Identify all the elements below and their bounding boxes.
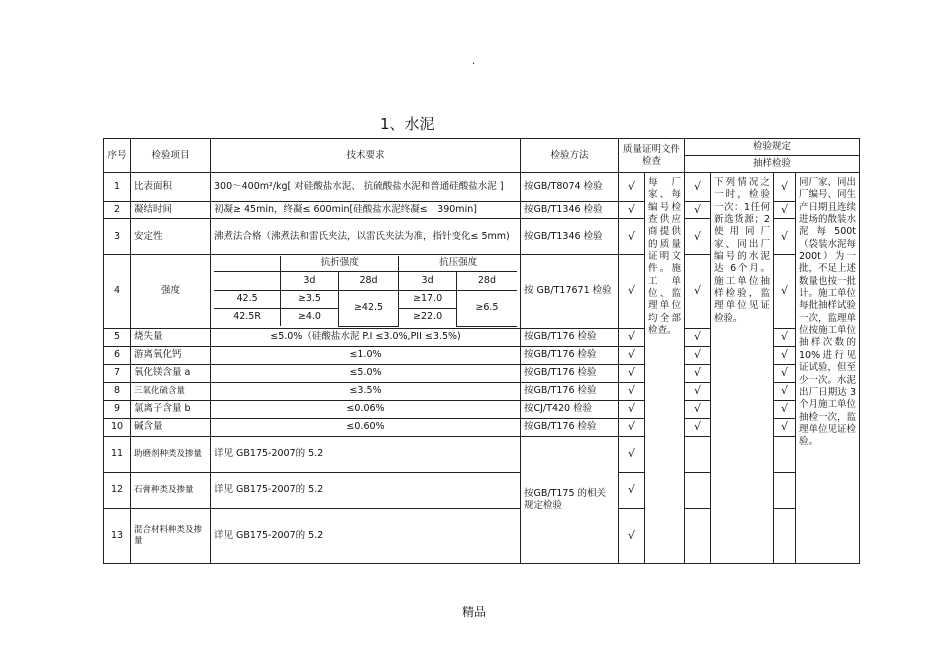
top-mark: .: [472, 56, 476, 67]
row-item: 氧化镁含量 a: [131, 364, 211, 382]
row-method: 按GB/T176 检验: [521, 382, 619, 400]
strength-subtable-cell: [211, 255, 521, 329]
header-no: 序号: [104, 139, 131, 173]
row-no: 6: [104, 346, 131, 364]
compressive-strength-label: 抗压强度: [399, 256, 517, 271]
sampling-check-mark: √: [685, 382, 711, 400]
rule-check-mark: √: [774, 382, 796, 400]
rule-check-mark: √: [774, 364, 796, 382]
row-method: 按GB/T176 检验: [521, 328, 619, 346]
row-no: 7: [104, 364, 131, 382]
row-item: 凝结时间: [131, 202, 211, 219]
row-item: 游离氧化钙: [131, 346, 211, 364]
row-method: 按CJ/T420 检验: [521, 400, 619, 418]
sampling-check-mark: √: [685, 346, 711, 364]
row-item: 混合材料种类及掺量: [131, 508, 211, 563]
row-no: 10: [104, 418, 131, 436]
header-method: 检验方法: [521, 139, 619, 173]
rule-check-mark: √: [774, 255, 796, 329]
quality-check-mark: √: [619, 436, 645, 472]
sampling-check-mark: √: [685, 202, 711, 219]
row-method: 按GB/T176 检验: [521, 418, 619, 436]
quality-check-mark: √: [619, 508, 645, 563]
row-no: 2: [104, 202, 131, 219]
quality-check-mark: √: [619, 328, 645, 346]
quality-check-mark: √: [619, 202, 645, 219]
sampling-check-mark: √: [685, 255, 711, 329]
row-tech: 300～400m²/kg[ 对硅酸盐水泥、 抗硫酸盐水泥和普通硅酸盐水泥 ]: [211, 173, 521, 202]
row-tech: 详见 GB175-2007的 5.2: [211, 436, 521, 472]
rule-empty: [774, 472, 796, 508]
quality-check-mark: √: [619, 418, 645, 436]
sampling-check-mark: √: [685, 173, 711, 202]
quality-note: 每厂家、每编号检查供应商提供的质量证明文件。施工单位、监理单位均全部检查。: [645, 173, 685, 564]
row-no: 9: [104, 400, 131, 418]
row-no: 13: [104, 508, 131, 563]
row-item: 石膏种类及掺量: [131, 472, 211, 508]
row-tech: ≤1.0%: [211, 346, 521, 364]
sampling-check-mark: √: [685, 219, 711, 255]
sampling-check-mark: √: [685, 400, 711, 418]
row-no: 12: [104, 472, 131, 508]
comp-28d-label: 28d: [456, 271, 517, 290]
row-item: 三氧化硫含量: [131, 382, 211, 400]
flex-28d-label: 28d: [338, 271, 399, 290]
rule-check-mark: √: [774, 219, 796, 255]
grade-42-5r: 42.5R: [214, 308, 281, 326]
row-method-group: 按GB/T175 的相关规定检验: [521, 436, 619, 563]
sampling-empty: [685, 436, 711, 472]
grade-42-5: 42.5: [214, 290, 281, 308]
rule-check-mark: √: [774, 400, 796, 418]
cement-inspection-table: [103, 138, 860, 564]
rule-check-mark: √: [774, 202, 796, 219]
sampling-check-mark: √: [685, 328, 711, 346]
row-tech: ≤5.0%（硅酸盐水泥 P.I ≤3.0%,PII ≤3.5%): [211, 328, 521, 346]
rule-check-mark: √: [774, 173, 796, 202]
quality-check-mark: √: [619, 173, 645, 202]
row-no: 8: [104, 382, 131, 400]
comp-3d-value-r: ≥22.0: [399, 308, 457, 326]
quality-check-mark: √: [619, 400, 645, 418]
flex-28d-value: ≥6.5: [456, 290, 517, 326]
header-sampling: 抽样检验: [685, 156, 860, 173]
quality-check-mark: √: [619, 472, 645, 508]
row-no: 1: [104, 173, 131, 202]
row-item: 安定性: [131, 219, 211, 255]
sampling-check-mark: √: [685, 364, 711, 382]
flex-3d-label: 3d: [281, 271, 339, 290]
sampling-check-mark: √: [685, 418, 711, 436]
row-no: 5: [104, 328, 131, 346]
rule-empty: [774, 436, 796, 472]
comp-3d-value: ≥17.0: [399, 290, 457, 308]
row-method: 按 GB/T17671 检验: [521, 255, 619, 329]
quality-check-mark: √: [619, 255, 645, 329]
row-no: 11: [104, 436, 131, 472]
header-tech: 技术要求: [211, 139, 521, 173]
comp-3d-label: 3d: [399, 271, 457, 290]
row-tech: 沸煮法合格（沸煮法和雷氏夹法，以雷氏夹法为准，指针变化≤ 5mm): [211, 219, 521, 255]
sampling-empty: [685, 472, 711, 508]
flex-3d-value: ≥3.5: [281, 290, 339, 308]
page-footer: 精品: [462, 605, 487, 619]
quality-check-mark: √: [619, 346, 645, 364]
row-tech: 详见 GB175-2007的 5.2: [211, 508, 521, 563]
table-row: [104, 173, 860, 202]
row-item: 强度: [131, 255, 211, 329]
quality-check-mark: √: [619, 382, 645, 400]
strength-subtable: [214, 256, 517, 327]
flexural-strength-label: 抗折强度: [281, 256, 399, 271]
rule-check-mark: √: [774, 328, 796, 346]
row-method: 按GB/T1346 检验: [521, 202, 619, 219]
header-item: 检验项目: [131, 139, 211, 173]
row-tech: ≤0.60%: [211, 418, 521, 436]
row-item: 碱含量: [131, 418, 211, 436]
row-method: 按GB/T176 检验: [521, 346, 619, 364]
row-no: 3: [104, 219, 131, 255]
rule-check-mark: √: [774, 346, 796, 364]
comp-28d-value: ≥42.5: [338, 290, 399, 326]
row-method: 按GB/T1346 检验: [521, 219, 619, 255]
rule-check-mark: √: [774, 418, 796, 436]
row-item: 助磨剂种类及掺量: [131, 436, 211, 472]
row-tech: ≤5.0%: [211, 364, 521, 382]
row-no: 4: [104, 255, 131, 329]
quality-check-mark: √: [619, 219, 645, 255]
row-item: 烧失量: [131, 328, 211, 346]
header-quality: 质量证明文件检查: [619, 139, 685, 173]
rule-empty: [774, 508, 796, 563]
row-tech: 初凝≥ 45min，终凝≤ 600min[硅酸盐水泥终凝≤ 390min]: [211, 202, 521, 219]
page-title: 1、水泥: [380, 115, 435, 133]
sampling-note: 下列情况之一时，检验一次：1任何新选货源；2使用同厂家、同出厂编号的水泥达 6个月。施工单位抽样检验，监理单位见证检验。: [711, 173, 774, 564]
row-tech: ≤0.06%: [211, 400, 521, 418]
row-method: 按GB/T8074 检验: [521, 173, 619, 202]
flex-3d-value-r: ≥4.0: [281, 308, 339, 326]
quality-check-mark: √: [619, 364, 645, 382]
header-rule: 检验规定: [685, 139, 860, 156]
row-method: 按GB/T176 检验: [521, 364, 619, 382]
sampling-empty: [685, 508, 711, 563]
row-tech: 详见 GB175-2007的 5.2: [211, 472, 521, 508]
rule-note: 同厂家、同出厂编号、同生产日期且连续进场的散装水泥每500t（袋装水泥每 200t）为一批，不足上述数量也按一批计。施工单位每批抽样试验一次，监理单位按施工单位抽样次数的 10%进行见证试验，但至少一次。水泥出厂日期达 3个月施工单位抽检一次，监理单位见证检验。: [796, 173, 860, 564]
row-item: 氯离子含量 b: [131, 400, 211, 418]
row-tech: ≤3.5%: [211, 382, 521, 400]
row-item: 比表面积: [131, 173, 211, 202]
